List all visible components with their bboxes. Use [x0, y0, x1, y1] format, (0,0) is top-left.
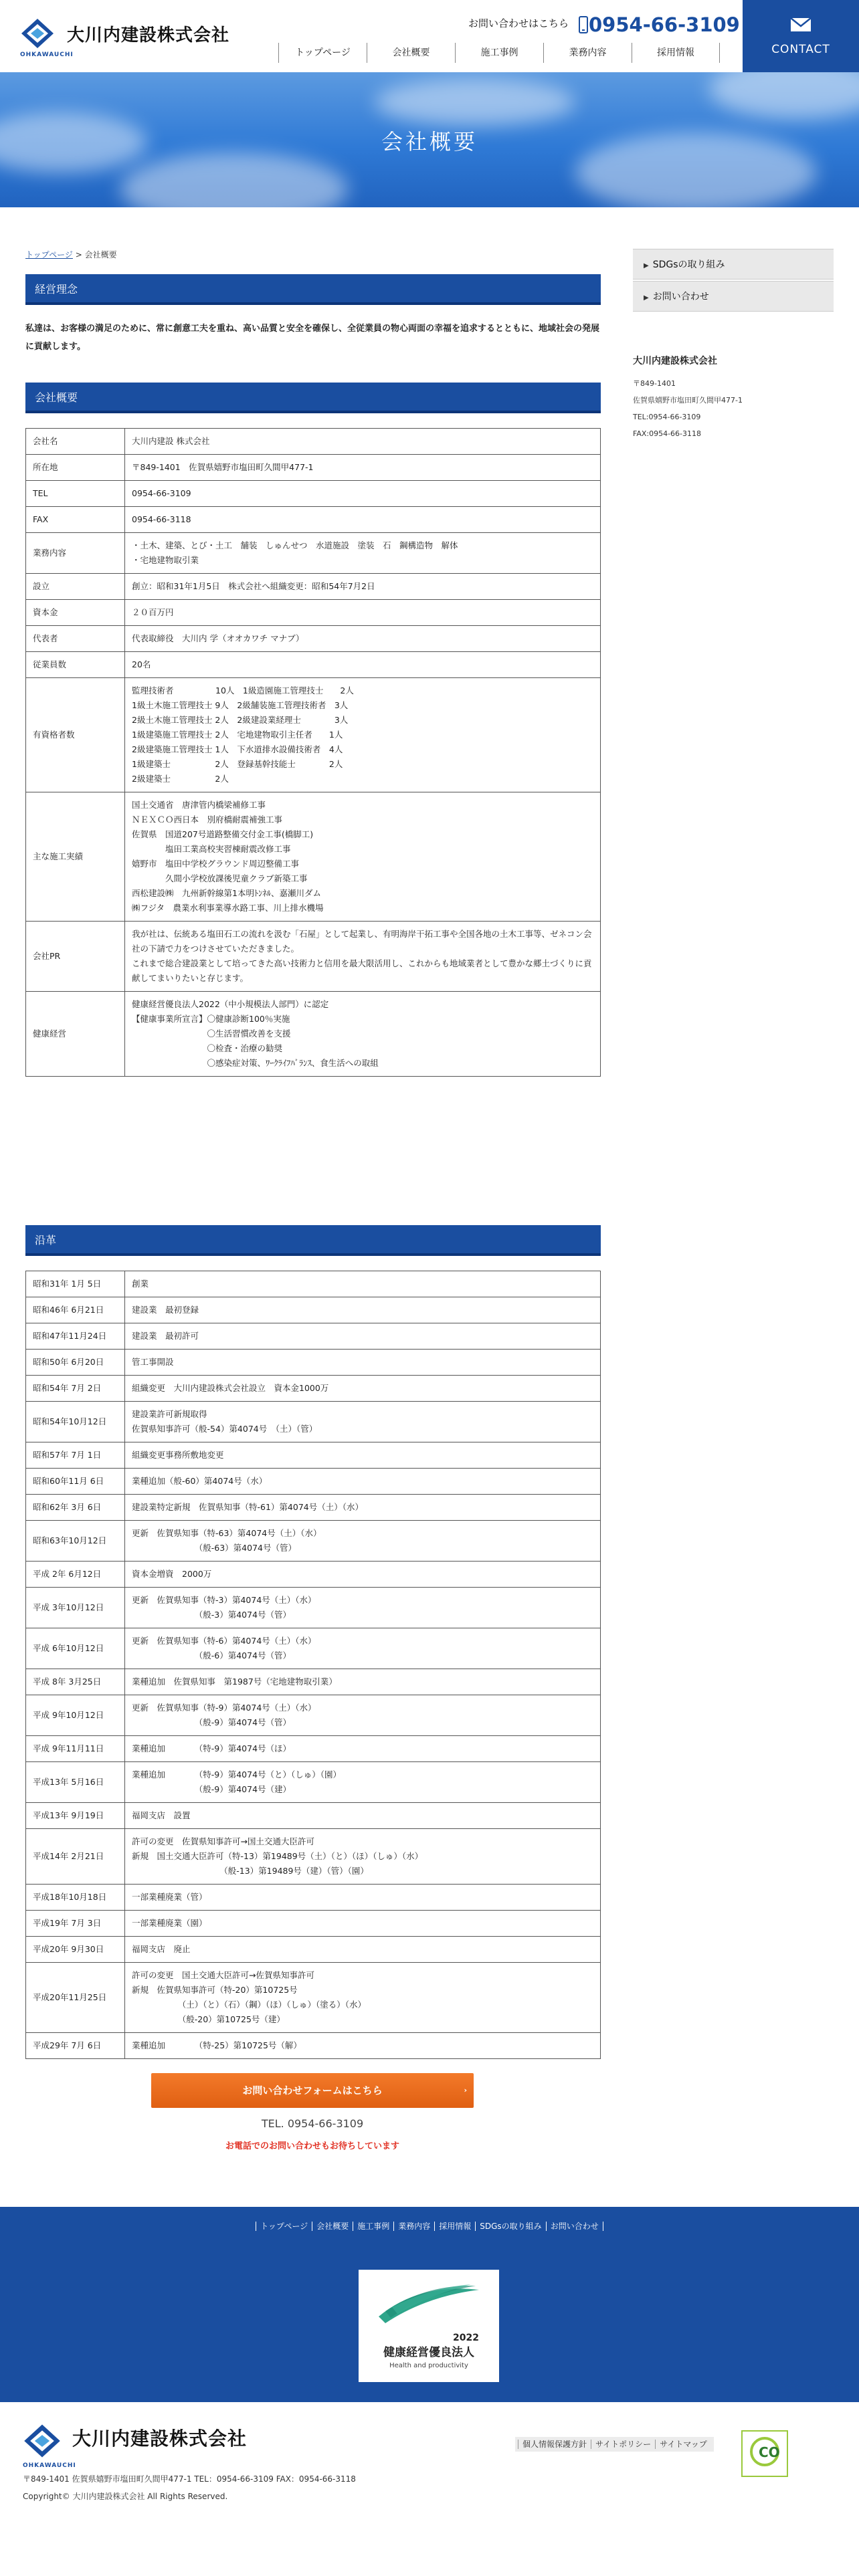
cta-note: お電話でのお問い合わせもお待ちしています [225, 2141, 399, 2151]
history-text-cell [125, 1350, 601, 1376]
history-table [25, 1271, 601, 2059]
history-date: 昭和54年10月12日 [26, 1402, 125, 1442]
overview-value: 代表取締役 大川内 学（オオカワチ マナブ） [132, 633, 304, 643]
history-text: 業種追加 （特-9）第4074号（と）（しゅ）（園） （般-9）第4074号（建） [132, 1769, 342, 1794]
history-row [26, 1669, 601, 1695]
sidebar-postal: 〒849-1401 [633, 379, 676, 388]
overview-row [26, 922, 601, 992]
history-text: 福岡支店 廃止 [132, 1944, 191, 1954]
overview-label: FAX [26, 507, 125, 533]
history-text-cell [125, 1469, 601, 1495]
overview-value-cell [125, 652, 601, 678]
history-row [26, 1271, 601, 1297]
chevron-right-icon: ▶ [644, 262, 649, 270]
overview-value: 健康経営優良法人2022（中小規模法人部門）に認定 【健康事業所宣言】〇健康診断100％実施 〇生活習慣改善を支援 〇检査・治療の勧奨 〇感染症対策、ﾜｰｸﾗｲﾌﾊﾞﾗﾝｽ、食生活への取組 [132, 999, 379, 1068]
history-row [26, 1885, 601, 1911]
sitemap-link[interactable]: サイトマップ [655, 2440, 711, 2449]
history-row [26, 1829, 601, 1885]
overview-value: 20名 [132, 659, 151, 669]
history-row [26, 1588, 601, 1628]
contact-button[interactable] [743, 0, 859, 72]
history-date: 平成 3年10月12日 [26, 1588, 125, 1628]
overview-label: 有資格者数 [26, 678, 125, 792]
overview-value: 創立：昭和31年1月5日 株式会社へ組織変更：昭和54年7月2日 [132, 581, 375, 591]
history-date: 昭和60年11月 6日 [26, 1469, 125, 1495]
overview-value: 0954-66-3109 [132, 488, 191, 498]
history-date: 昭和54年 7月 2日 [26, 1376, 125, 1402]
history-row [26, 1323, 601, 1350]
overview-label: 従業員数 [26, 652, 125, 678]
overview-row [26, 481, 601, 507]
history-date: 昭和31年 1月 5日 [26, 1271, 125, 1297]
history-text-cell [125, 1762, 601, 1803]
health-management-badge [359, 2270, 499, 2382]
history-date: 昭和47年11月24日 [26, 1323, 125, 1350]
footer-company-name: 大川内建設株式会社 [72, 2428, 248, 2450]
overview-value: 我が社は、伝統ある塩田石工の流れを汲む「石屋」として起業し、有明海岸干拓工事や全国各地の土木工事等、ゼネコン会社の下請で力をつけさせていただきました。 これまで総合建設業として培ってきた高い技術力と信用を最大限活用し、これからも地域業者として豊かな郷土づくりに貢献してまいりたいと存じます。 [132, 929, 592, 983]
overview-label: 健康経営 [26, 992, 125, 1077]
sidebar-tel: TEL:0954-66-3109 [633, 413, 701, 421]
history-date: 平成 8年 3月25日 [26, 1669, 125, 1695]
history-date: 昭和46年 6月21日 [26, 1297, 125, 1323]
history-text: 更新 佐賀県知事（特-63）第4074号（土）（水） （般-63）第4074号（管） [132, 1528, 322, 1553]
footer-address: 〒849-1401 佐賀県嬉野市塩田町久間甲477-1 TEL：0954-66-3109 FAX：0954-66-3118 [23, 2474, 356, 2484]
overview-row [26, 574, 601, 600]
history-text-cell [125, 1495, 601, 1521]
footer-link-recruit[interactable]: 採用情報 [434, 2222, 475, 2231]
section-heading-history: 沿革 [25, 1225, 601, 1256]
history-text-cell [125, 2033, 601, 2059]
history-row [26, 1736, 601, 1762]
history-date: 昭和50年 6月20日 [26, 1350, 125, 1376]
history-text-cell [125, 1297, 601, 1323]
history-text: 管工事開設 [132, 1357, 174, 1367]
history-text-cell [125, 1521, 601, 1562]
overview-row [26, 652, 601, 678]
history-date: 平成18年10月18日 [26, 1885, 125, 1911]
history-date: 平成 6年10月12日 [26, 1628, 125, 1669]
history-row [26, 1695, 601, 1736]
mail-icon [790, 17, 812, 32]
overview-row [26, 533, 601, 574]
page-title: 会社概要 [381, 129, 478, 154]
site-header [0, 0, 859, 72]
site-policy-link[interactable]: サイトポリシー [591, 2440, 655, 2449]
overview-label: 会社名 [26, 429, 125, 455]
history-text-cell [125, 1736, 601, 1762]
history-text: 福岡支店 設置 [132, 1810, 191, 1820]
overview-value-cell [125, 792, 601, 922]
company-logo-icon[interactable] [20, 17, 55, 49]
privacy-policy-link[interactable]: 個人情報保護方針 [518, 2440, 591, 2449]
history-date: 平成13年 9月19日 [26, 1803, 125, 1829]
sidebar-link-contact-label: お問い合わせ [652, 292, 709, 302]
overview-value-cell [125, 992, 601, 1077]
cta-phone[interactable]: TEL. 0954-66-3109 [261, 2117, 364, 2130]
history-text: 建設業 最初登録 [132, 1305, 199, 1315]
history-date: 平成 9年10月12日 [26, 1695, 125, 1736]
history-row [26, 2033, 601, 2059]
overview-label: 主な施工実績 [26, 792, 125, 922]
history-row [26, 1911, 601, 1937]
history-text-cell [125, 1911, 601, 1937]
nav-recruit[interactable]: 採用情報 [632, 43, 720, 63]
breadcrumb [25, 249, 117, 261]
header-phone[interactable] [578, 11, 740, 40]
nav-company[interactable]: 会社概要 [367, 43, 455, 63]
history-date: 平成 2年 6月12日 [26, 1562, 125, 1588]
history-text: 建設業 最初許可 [132, 1331, 199, 1341]
history-row [26, 1628, 601, 1669]
history-date: 平成 9年11月11日 [26, 1736, 125, 1762]
history-text-cell [125, 1402, 601, 1442]
history-text: 業種追加（般-60）第4074号（水） [132, 1476, 268, 1486]
company-overview-table [25, 428, 601, 1077]
overview-value-cell [125, 600, 601, 626]
overview-row [26, 429, 601, 455]
history-text: 業種追加 佐賀県知事 第1987号（宅地建物取引業） [132, 1677, 337, 1687]
overview-label: 業務内容 [26, 533, 125, 574]
overview-label: 資本金 [26, 600, 125, 626]
sidebar-link-contact[interactable] [633, 281, 834, 312]
philosophy-text: 私達は、お客様の満足のために、常に創意工夫を重ね、高い品質と安全を確保し、全従業員の物心両面の幸福を追求するとともに、地域社会の発展に貢献します。 [25, 324, 600, 352]
overview-value: ・土木、建築、とび・土工 舗装 しゅんせつ 水道施設 塗装 石 鋼構造物 解体 ・宅地建物取引業 [132, 540, 458, 565]
health-badge-emblem-icon [359, 2270, 499, 2337]
section-heading-philosophy: 経営理念 [25, 274, 601, 305]
overview-row [26, 600, 601, 626]
company-name[interactable]: 大川内建設株式会社 [67, 25, 230, 45]
history-text: 組織変更 大川内建設株式会社設立 資本金1000万 [132, 1383, 329, 1393]
footer-policy-links [515, 2437, 714, 2452]
copyright: Copyright© 大川内建設株式会社 All Rights Reserved. [23, 2492, 228, 2501]
overview-label: 会社PR [26, 922, 125, 992]
history-text-cell [125, 1376, 601, 1402]
history-text: 一部業種廃業（管） [132, 1892, 207, 1902]
history-row [26, 1803, 601, 1829]
history-text: 建設業特定新規 佐賀県知事（特-61）第4074号（土）（水） [132, 1502, 363, 1512]
history-row [26, 1762, 601, 1803]
co2-label: CO [759, 2444, 780, 2460]
contact-label: CONTACT [771, 43, 830, 56]
history-date: 平成14年 2月21日 [26, 1829, 125, 1885]
history-text-cell [125, 1628, 601, 1669]
breadcrumb-home-link[interactable]: トップページ [25, 250, 73, 259]
history-row [26, 1350, 601, 1376]
history-text-cell [125, 1829, 601, 1885]
history-text: 業種追加 （特-9）第4074号（ほ） [132, 1743, 292, 1753]
history-row [26, 1495, 601, 1521]
sidebar-company-info [633, 375, 743, 442]
header-phone-number: 0954-66-3109 [589, 13, 740, 36]
history-text: 更新 佐賀県知事（特-9）第4074号（土）（水） （般-9）第4074号（管） [132, 1703, 316, 1727]
contact-form-button[interactable] [151, 2073, 474, 2108]
footer-link-sdgs[interactable]: SDGsの取り組み [475, 2222, 545, 2231]
history-row [26, 1937, 601, 1963]
nav-services[interactable]: 業務内容 [543, 43, 632, 63]
footer-link-top[interactable]: トップページ [256, 2222, 312, 2231]
co2-certification-icon [741, 2430, 788, 2477]
history-text: 組織変更事務所敷地変更 [132, 1450, 224, 1460]
contact-form-button-label: お問い合わせフォームはこちら [242, 2084, 383, 2097]
footer-link-company[interactable]: 会社概要 [312, 2222, 353, 2231]
history-row [26, 1963, 601, 2033]
footer-logo-subtext: OHKAWAUCHI [23, 2462, 76, 2469]
history-text-cell [125, 1588, 601, 1628]
history-text: 許可の変更 佐賀県知事許可→国土交通大臣許可 新規 国土交通大臣許可（特-13）第19489号（土）（と）（ほ）（しゅ）（水） （般-13）第19489号（建）（管）（園） [132, 1836, 423, 1876]
history-text-cell [125, 1963, 601, 2033]
badge-year: 2022 [453, 2333, 479, 2343]
section-heading-overview: 会社概要 [25, 383, 601, 413]
history-row [26, 1442, 601, 1469]
overview-value: ２０百万円 [132, 607, 174, 617]
overview-value: 〒849-1401 佐賀県嬉野市塩田町久間甲477-1 [132, 462, 314, 472]
history-row [26, 1402, 601, 1442]
footer-link-services[interactable]: 業務内容 [393, 2222, 434, 2231]
sidebar-address: 佐賀県嬉野市塩田町久間甲477-1 [633, 396, 743, 405]
sidebar-company-name: 大川内建設株式会社 [633, 356, 717, 366]
breadcrumb-separator: > [72, 250, 85, 259]
overview-row [26, 507, 601, 533]
overview-label: TEL [26, 481, 125, 507]
history-text-cell [125, 1937, 601, 1963]
overview-row [26, 678, 601, 792]
overview-value-cell [125, 922, 601, 992]
overview-label: 代表者 [26, 626, 125, 652]
history-text-cell [125, 1323, 601, 1350]
overview-value-cell [125, 429, 601, 455]
sidebar-link-sdgs[interactable] [633, 249, 834, 280]
sidebar-fax: FAX:0954-66-3118 [633, 429, 702, 438]
nav-works[interactable]: 施工事例 [455, 43, 543, 63]
history-date: 昭和63年10月12日 [26, 1521, 125, 1562]
history-date: 平成20年11月25日 [26, 1963, 125, 2033]
overview-value: 0954-66-3118 [132, 514, 191, 524]
nav-top[interactable]: トップページ [278, 43, 367, 63]
overview-row [26, 992, 601, 1077]
history-date: 平成19年 7月 3日 [26, 1911, 125, 1937]
history-text: 創業 [132, 1279, 149, 1289]
main-nav [278, 43, 720, 63]
history-text-cell [125, 1885, 601, 1911]
overview-value-cell [125, 574, 601, 600]
history-date: 平成20年 9月30日 [26, 1937, 125, 1963]
badge-subtitle: Health and productivity [389, 2362, 468, 2369]
footer-logo-icon[interactable] [23, 2422, 62, 2460]
sidebar-link-sdgs-label: SDGsの取り組み [652, 259, 725, 270]
overview-value-cell [125, 507, 601, 533]
overview-row [26, 455, 601, 481]
overview-value-cell [125, 533, 601, 574]
history-date: 昭和57年 7月 1日 [26, 1442, 125, 1469]
chevron-right-icon: ▶ [644, 294, 649, 302]
history-text: 業種追加 （特-25）第10725号（解） [132, 2040, 302, 2050]
history-text-cell [125, 1442, 601, 1469]
badge-title: 健康経営優良法人 [383, 2346, 474, 2359]
overview-value-cell [125, 626, 601, 652]
footer-nav [0, 2220, 859, 2232]
history-row [26, 1562, 601, 1588]
logo-subtext: OHKAWAUCHI [20, 51, 74, 58]
history-text: 建設業許可新規取得 佐賀県知事許可（般-54）第4074号 （土）（管） [132, 1409, 318, 1434]
history-text: 更新 佐賀県知事（特-6）第4074号（土）（水） （般-6）第4074号（管） [132, 1636, 316, 1660]
chevron-right-icon: › [464, 2086, 467, 2095]
inquiry-label: お問い合わせはこちら [468, 17, 569, 29]
overview-value: 国土交通省 唐津管内橋梁補修工事 ＮＥＸＣＯ西日本 別府橋耐震補強工事 佐賀県 国道207号道路整備交付金工事(橋脚工) 塩田工業高校実習棟耐震改修工事 嬉野市 塩田中学校グラウンド周辺整備工事 久間小学校放課後児童クラブ新築工事 西松建設㈱ 九州新幹線第1本明ﾄﾝﾈﾙ、嘉瀬川ダム ㈱フジタ 農業水利事業導水路工事、川上排水機場 [132, 800, 324, 913]
history-row [26, 1376, 601, 1402]
overview-row [26, 626, 601, 652]
overview-value-cell [125, 678, 601, 792]
history-text: 一部業種廃業（園） [132, 1918, 207, 1928]
history-date: 平成29年 7月 6日 [26, 2033, 125, 2059]
phone-icon [578, 16, 589, 33]
breadcrumb-current: 会社概要 [84, 250, 117, 259]
history-text-cell [125, 1669, 601, 1695]
history-date: 昭和62年 3月 6日 [26, 1495, 125, 1521]
history-row [26, 1297, 601, 1323]
history-text-cell [125, 1562, 601, 1588]
history-text-cell [125, 1803, 601, 1829]
history-text-cell [125, 1271, 601, 1297]
history-text: 資本金増資 2000万 [132, 1569, 212, 1579]
overview-value-cell [125, 481, 601, 507]
history-text: 更新 佐賀県知事（特-3）第4074号（土）（水） （般-3）第4074号（管） [132, 1595, 316, 1620]
overview-value: 大川内建設 株式会社 [132, 436, 210, 446]
history-row [26, 1521, 601, 1562]
overview-label: 設立 [26, 574, 125, 600]
overview-row [26, 792, 601, 922]
footer-link-contact[interactable]: お問い合わせ [546, 2222, 603, 2231]
footer-link-works[interactable]: 施工事例 [353, 2222, 393, 2231]
overview-label: 所在地 [26, 455, 125, 481]
history-text-cell [125, 1695, 601, 1736]
overview-value-cell [125, 455, 601, 481]
overview-value: 監理技術者 10人 1級造園施工管理技士 2人 1級土木施工管理技士 9人 2級舗装施工管理技術者 3人 2級土木施工管理技士 2人 2級建設業経理士 3人 1級建築施工管理技士 2人 宅地建物取引主任者 1人 2級建築施工管理技士 1人 下水道排水設備技術者 4人 1級建築士 2人 登録基幹技能士 2人 2級建築士 2人 [132, 685, 354, 784]
hero-banner [0, 72, 859, 207]
history-row [26, 1469, 601, 1495]
history-text: 許可の変更 国土交通大臣許可→佐賀県知事許可 新規 佐賀県知事許可（特-20）第10725号 （土）（と）（石）（鋼）（ほ）（しゅ）（塗る）（水） （般-20）第10725号（建） [132, 1970, 367, 2024]
history-date: 平成13年 5月16日 [26, 1762, 125, 1803]
